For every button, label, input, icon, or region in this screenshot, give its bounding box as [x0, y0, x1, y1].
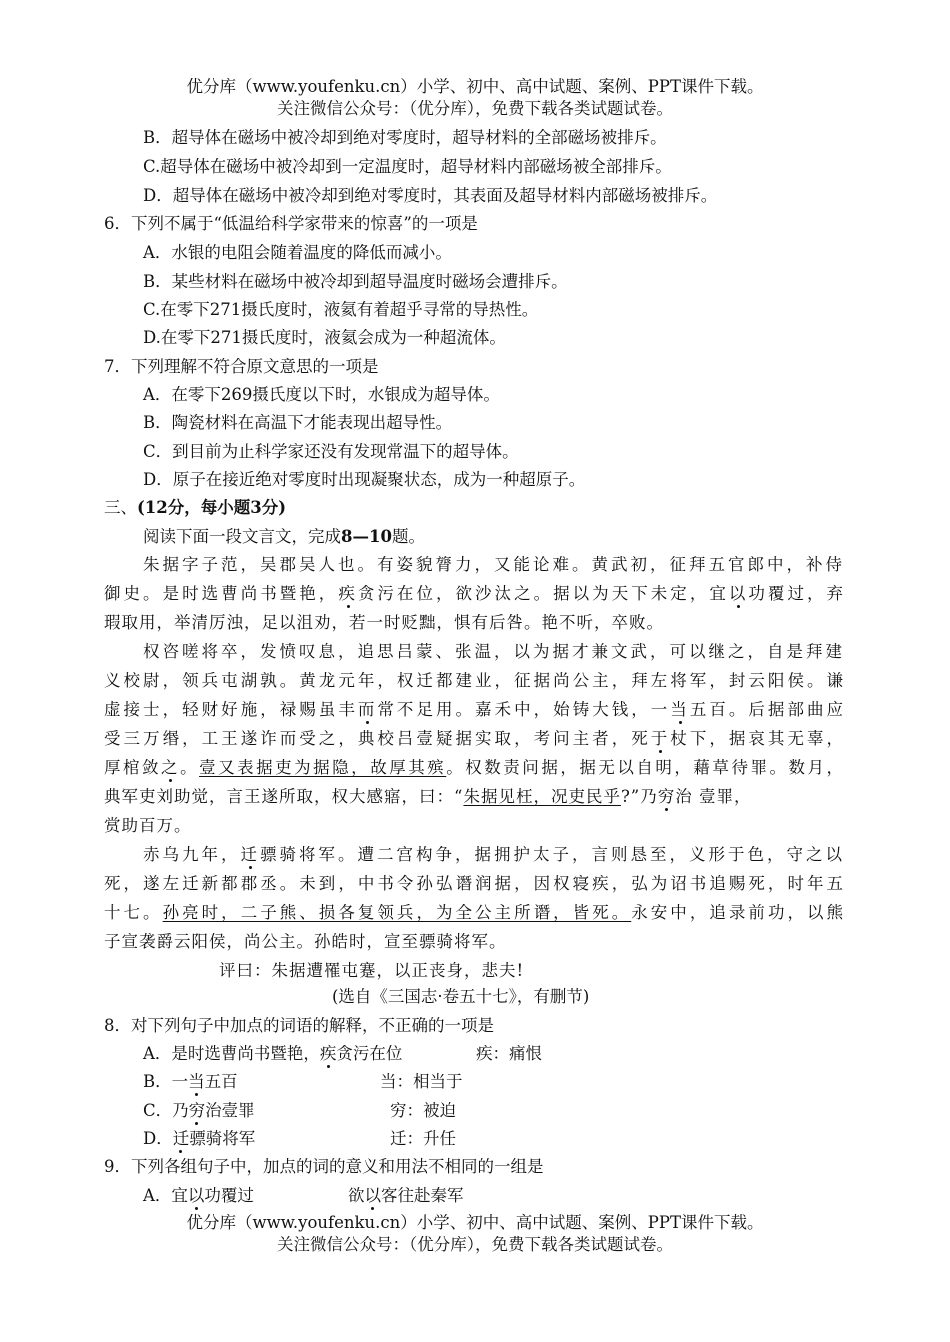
section-3-instruction: 阅读下面一段文言文，完成8—10题。 [143, 527, 425, 546]
q7-option-c: C．到目前为止科学家还没有发现常温下的超导体。 [143, 442, 519, 461]
header-line-2: 关注微信公众号：（优分库），免费下载各类试题试卷。 [277, 99, 673, 118]
q9-option-a-second: 欲以客往赴秦军 [348, 1186, 464, 1205]
section-3-title: 三、(12分，每小题3分) [104, 498, 287, 517]
q8-option-d: D．迁骠骑将军 [143, 1129, 256, 1148]
header-line-1: 优分库（www.youfenku.cn）小学、初中、高中试题、案例、PPT课件下载。 [186, 77, 764, 96]
footer-line-1: 优分库（www.youfenku.cn）小学、初中、高中试题、案例、PPT课件下载。 [186, 1213, 764, 1232]
dotted-char: 以 [364, 1186, 381, 1205]
q8-option-c: C．乃穷治壹罪 [143, 1101, 255, 1120]
q6-option-b: B．某些材料在磁场中被冷却到超导温度时磁场会遭排斥。 [143, 272, 568, 291]
underlined-sentence: 朱据见枉，况吏民乎 [463, 787, 621, 806]
q8-option-a: A．是时选曹尚书暨艳，疾贪污在位 [143, 1044, 403, 1063]
q8-option-b: B．一当五百 [143, 1072, 238, 1091]
passage-line-10: 赏助百万。 [104, 816, 192, 835]
passage-line-1: 朱据字子范，吴郡吴人也。有姿貌膂力，又能论难。黄武初，征拜五官郎中，补侍 [143, 555, 843, 574]
passage-comment: 评曰：朱据遭罹屯蹇，以正丧身，悲夫! [219, 961, 525, 980]
passage-line-3: 瑕取用，举清厉浊，足以沮劝，若一时贬黜，惧有后咎。艳不听，卒败。 [104, 613, 664, 632]
dotted-char: 穷 [657, 787, 676, 806]
q6-option-d: D.在零下271摄氏度时，液氦会成为一种超流体。 [143, 328, 506, 347]
dotted-char: 于 [650, 729, 671, 748]
passage-line-12: 死，遂左迁新都郡丞。未到，中书令孙弘谮润据，因权寝疾，弘为诏书追赐死，时年五 [104, 874, 844, 893]
dotted-char: 以 [187, 1186, 205, 1205]
dotted-char: 当 [188, 1072, 205, 1091]
dotted-char: 疾 [319, 1044, 337, 1063]
dotted-char: 疾 [338, 584, 358, 603]
passage-line-9: 典军吏刘助觉，言王遂所取，权大感寤，曰：“朱据见枉，况吏民乎?”乃穷治 壹罪， [104, 787, 752, 806]
passage-line-13: 十七。孙亮时，二子熊、损各复领兵，为全公主所谮，皆死。永安中，追录前功，以熊 [104, 903, 845, 922]
q7-option-b: B．陶瓷材料在高温下才能表现出超导性。 [143, 413, 453, 432]
passage-line-11: 赤乌九年，迁骠骑将军。遭二宫构争，据拥护太子，言则恳至，义形于色，守之以 [143, 845, 843, 864]
dotted-char: 而 [357, 700, 378, 719]
passage-line-8: 厚棺敛之。壹又表据吏为据隐，故厚其殡。权数责问据，据无以自明，藉草待罪。数月， [104, 758, 845, 777]
q7-option-a: A．在零下269摄氏度以下时，水银成为超导体。 [143, 385, 500, 404]
q6-stem: 6．下列不属于“低温给科学家带来的惊喜”的一项是 [104, 214, 478, 233]
dotted-char: 迁 [240, 845, 260, 864]
q6-option-a: A．水银的电阻会随着温度的降低而减小。 [143, 243, 452, 262]
passage-line-2: 御史。是时选曹尚书暨艳，疾贪污在位，欲沙汰之。据以为天下未定，宜以功覆过，弃 [104, 584, 845, 603]
dotted-char: 迁 [172, 1129, 190, 1148]
q8-option-a-gloss: 疾：痛恨 [476, 1044, 542, 1063]
passage-line-6: 虚接士，轻财好施，禄赐虽丰而常不足用。嘉禾中，始铸大钱，一当五百。后据部曲应 [104, 700, 845, 719]
passage-line-7: 受三万缗，工王遂诈而受之，典校吕壹疑据实取，考问主者，死于杖下，据哀其无辜， [104, 729, 845, 748]
dotted-char: 之 [161, 758, 181, 777]
q5-option-b: B．超导体在磁场中被冷却到绝对零度时，超导材料的全部磁场被排斥。 [143, 128, 667, 147]
q5-option-c: C.超导体在磁场中被冷却到一定温度时，超导材料内部磁场被全部排斥。 [143, 157, 672, 176]
q8-option-c-gloss: 穷：被迫 [390, 1101, 456, 1120]
dotted-char: 当 [670, 700, 690, 719]
passage-source: (选自《三国志·卷五十七》，有删节) [332, 987, 590, 1006]
passage-line-4: 权咨嗟将卒，发愤叹息，追思吕蒙、张温，以为据才兼文武，可以继之，自是拜建 [143, 642, 843, 661]
underlined-sentence: 壹又表据吏为据隐，故厚其殡 [199, 758, 447, 777]
q8-option-d-gloss: 迁：升任 [390, 1129, 456, 1148]
q5-option-d: D．超导体在磁场中被冷却到绝对零度时，其表面及超导材料内部磁场被排斥。 [143, 186, 718, 205]
passage-line-14: 子宣袭爵云阳侯，尚公主。孙皓时，宣至骠骑将军。 [104, 932, 507, 951]
q9-option-a-first: A．宜以功覆过 [143, 1186, 254, 1205]
footer-line-2: 关注微信公众号：（优分库），免费下载各类试题试卷。 [277, 1235, 673, 1254]
q7-stem: 7．下列理解不符合原文意思的一项是 [104, 357, 379, 376]
q8-stem: 8．对下列句子中加点的词语的解释，不正确的一项是 [104, 1016, 494, 1035]
dotted-char: 以 [728, 584, 749, 603]
dotted-char: 穷 [188, 1101, 206, 1120]
passage-line-5: 义校尉，领兵屯湖孰。黄龙元年，权迁都建业，征据尚公主，拜左将军，封云阳侯。谦 [104, 671, 844, 690]
q8-option-b-gloss: 当：相当于 [380, 1072, 463, 1091]
q7-option-d: D．原子在接近绝对零度时出现凝聚状态，成为一种超原子。 [143, 470, 586, 489]
q6-option-c: C.在零下271摄氏度时，液氦有着超乎寻常的导热性。 [143, 300, 539, 319]
q9-stem: 9．下列各组句子中，加点的词的意义和用法不相同的一组是 [104, 1157, 544, 1176]
underlined-sentence: 孙亮时，二子熊、损各复领兵，为全公主所谮，皆死。 [162, 903, 632, 922]
